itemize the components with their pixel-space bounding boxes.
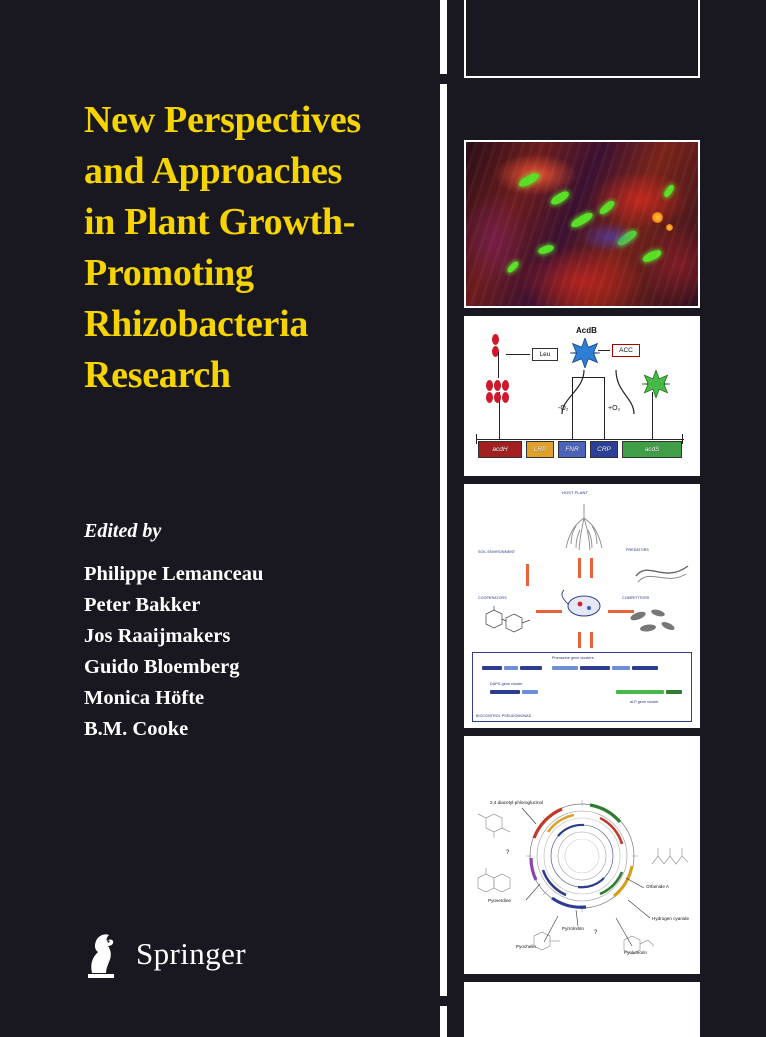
- label-leu: Leu: [532, 348, 558, 361]
- gene-acdS: acdS: [622, 441, 682, 458]
- root-system-icon: [546, 504, 622, 552]
- label-host-plant: HOST PLANT: [562, 490, 589, 495]
- predator-nematode-icon: [634, 556, 692, 586]
- label-acc: ACC: [612, 344, 640, 357]
- ecology-canvas: [466, 486, 698, 726]
- competitor-bacteria-icon: [626, 604, 682, 638]
- structure-pyoluteorin: [616, 928, 658, 962]
- label-unknown: ?: [594, 930, 598, 936]
- label-minus-o2: -O₂: [558, 405, 569, 412]
- structure-dapg: [472, 810, 516, 842]
- label-competitors: COMPETITORS: [622, 596, 650, 600]
- gene-block: [632, 666, 658, 670]
- figure-frame-top: [464, 0, 700, 78]
- pseudomonas-cell-icon: [558, 582, 610, 628]
- book-title: [84, 95, 434, 401]
- publisher-name: Springer: [136, 936, 246, 971]
- bacterium: [517, 171, 540, 188]
- gene-block: [490, 690, 520, 694]
- cooperator-molecule-icon: [476, 604, 536, 638]
- label-phenazine-cluster: Phenazine gene clusters: [552, 656, 594, 660]
- bacterium: [537, 244, 554, 256]
- structure-pyochelin: [526, 926, 566, 956]
- editor-name: B.M. Cooke: [84, 718, 189, 740]
- editor-name: Monica Höfte: [84, 687, 205, 709]
- label-dapg-cluster: DAPG gene cluster: [490, 682, 523, 686]
- title-line-2: and Approaches: [84, 150, 343, 192]
- vertical-divider: [440, 0, 447, 1037]
- gene-block: [482, 666, 502, 670]
- gene-block: [580, 666, 610, 670]
- gene-block: [666, 690, 682, 694]
- gene-crp: CRP: [590, 441, 618, 458]
- pathway-canvas: [466, 318, 698, 474]
- label-cooperators: COOPERATORS: [478, 596, 507, 600]
- title-line-6: Research: [84, 354, 231, 396]
- label-soil-environment: SOIL ENVIRONMENT: [478, 550, 516, 554]
- editor-name: Philippe Lemanceau: [84, 563, 264, 585]
- fluorescent-spot: [652, 212, 663, 223]
- divider-gap: [440, 996, 447, 1006]
- flow-arrow: [526, 564, 529, 586]
- flow-arrow: [578, 558, 581, 578]
- bacterium: [598, 199, 616, 216]
- structure-pyoverdine: [468, 866, 516, 900]
- bacterium: [663, 184, 676, 199]
- bacterium: [616, 228, 639, 247]
- genome-canvas: [466, 738, 698, 972]
- gene-block: [520, 666, 542, 670]
- title-line-3: in Plant Growth-: [84, 201, 356, 243]
- figure-acd-pathway: [464, 316, 700, 476]
- label-orfamide: Orfamide A: [646, 884, 669, 889]
- micrograph-canvas: [466, 142, 698, 306]
- label-predators: PREDATORS: [626, 548, 649, 552]
- bacterium: [549, 189, 570, 206]
- gene-block: [522, 690, 538, 694]
- title-line-5: Rhizobacteria: [84, 303, 309, 345]
- label-unknown: ?: [506, 850, 510, 856]
- gene-fnr: FNR: [558, 441, 586, 458]
- flow-arrow: [578, 632, 581, 648]
- gene-lrp: LRP: [526, 441, 554, 458]
- label-plus-o2: +O₂: [608, 405, 621, 412]
- figure-genome-metabolites: [464, 736, 700, 974]
- divider-gap: [440, 74, 447, 84]
- gene-acdH: acdH: [478, 441, 522, 458]
- label-lp-cluster: αLP gene cluster: [630, 700, 659, 704]
- publisher-logo: [78, 928, 246, 980]
- title-line-4: Promoting: [84, 252, 254, 294]
- label-dapg: 2,4 diacetyl-phloroglucinol: [490, 800, 544, 805]
- bacterium: [641, 248, 663, 264]
- editor-name: Jos Raaijmakers: [84, 625, 231, 647]
- flow-arrow: [590, 558, 593, 578]
- flow-arrow: [590, 632, 593, 648]
- gene-block: [612, 666, 630, 670]
- flow-arrow: [536, 610, 562, 613]
- bacterium: [506, 260, 520, 274]
- structure-orfamide: [648, 838, 692, 878]
- edited-by-label: Edited by: [84, 520, 162, 542]
- editor-name: Guido Bloemberg: [84, 656, 240, 678]
- label-hcn: Hydrogen cyanide: [652, 916, 690, 921]
- gene-cluster-panel: [472, 652, 692, 722]
- bacterium: [570, 211, 595, 230]
- pathway-curves: [466, 318, 698, 474]
- editor-name: Peter Bakker: [84, 594, 201, 616]
- label-pyochelin: Pyochelin: [516, 944, 536, 949]
- gene-block: [552, 666, 578, 670]
- gene-block: [616, 690, 664, 694]
- title-line-1: New Perspectives: [84, 99, 361, 141]
- figure-confocal-micrograph: [464, 140, 700, 308]
- gene-block: [504, 666, 518, 670]
- figure-ecology-overview: [464, 484, 700, 728]
- label-pyoluteorin: Pyoluteorin: [624, 950, 647, 955]
- flow-arrow: [608, 610, 634, 613]
- label-pyrrolnitrin: Pyrrolnitrin: [562, 926, 584, 931]
- springer-knight-icon: [78, 928, 124, 980]
- label-biocontrol: BIOCONTROL PSEUDOMONAS: [476, 714, 532, 718]
- figure-frame-bottom: [464, 982, 700, 1037]
- label-acdb: AcdB: [576, 326, 597, 335]
- fluorescent-spot: [666, 224, 673, 231]
- editors-block: [84, 520, 424, 745]
- label-pyoverdine: Pyoverdine: [488, 898, 511, 903]
